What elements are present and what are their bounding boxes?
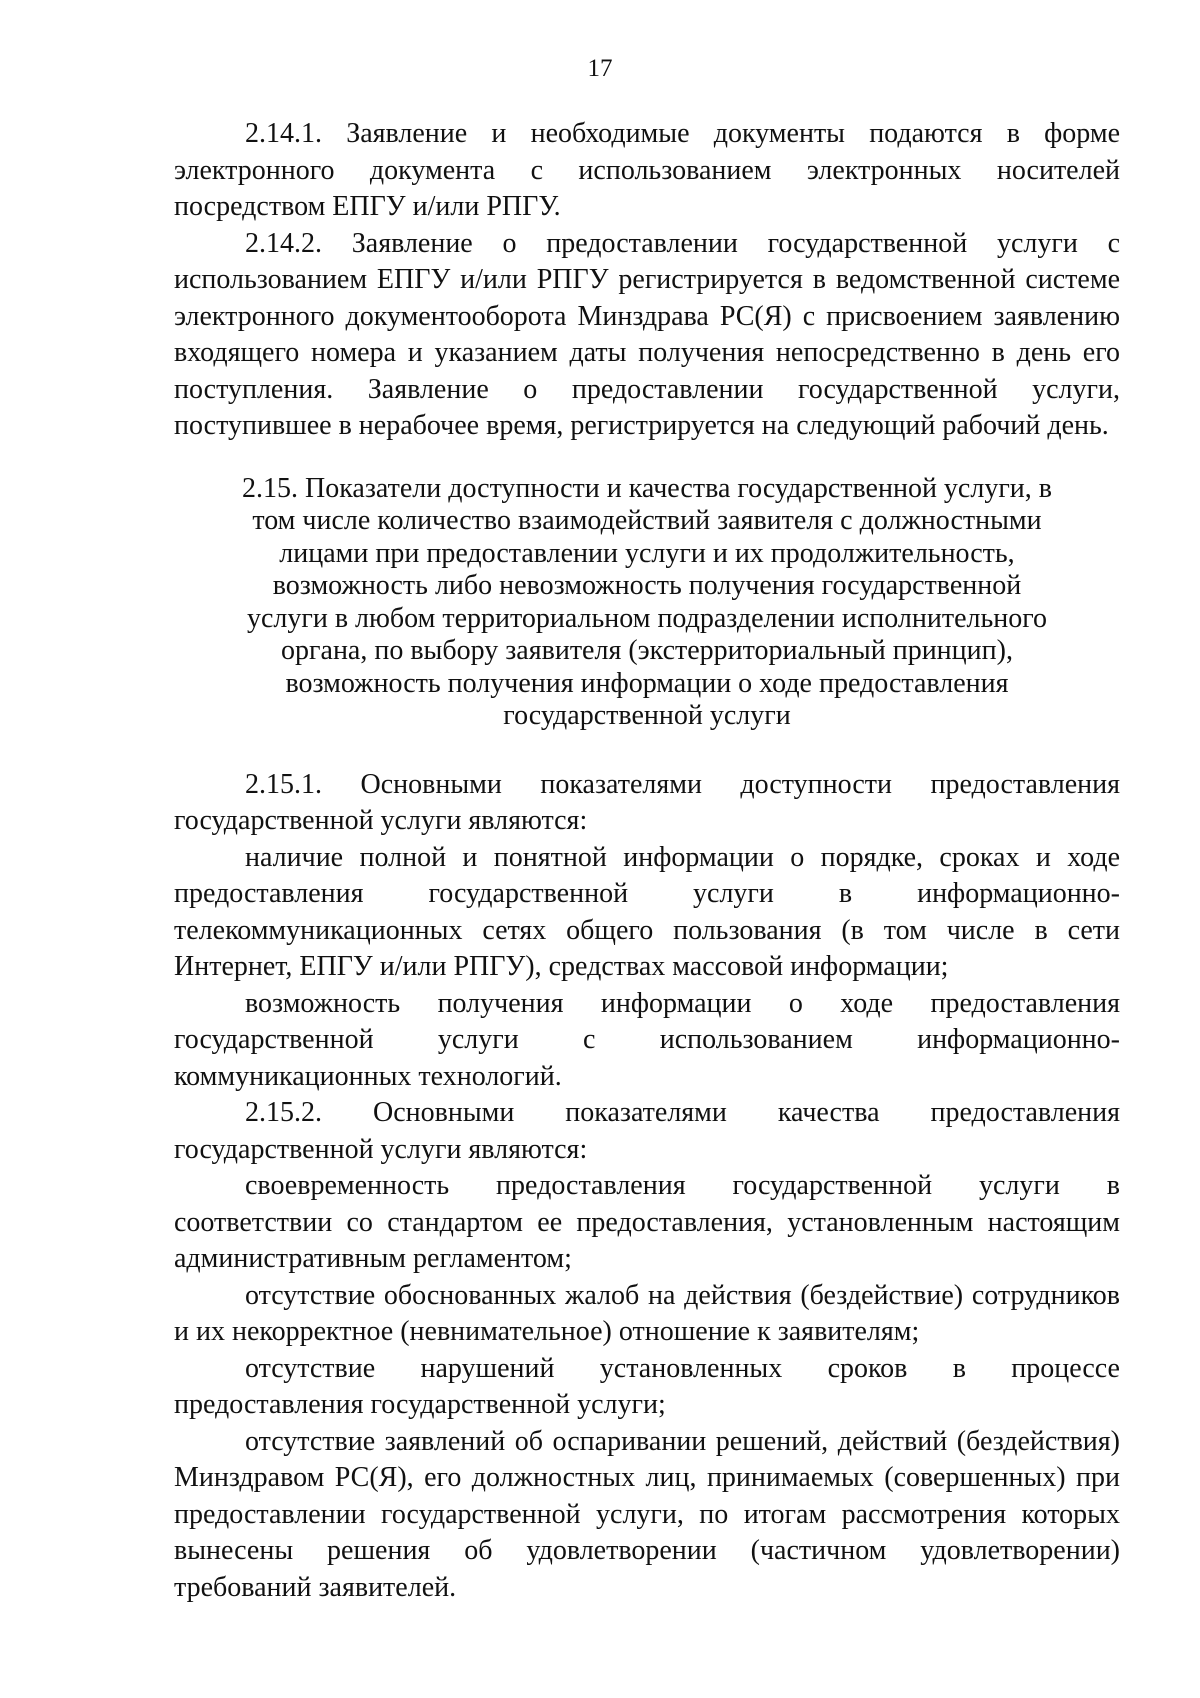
paragraph-2-15-2-item-a: своевременность предоставления государственной услуги в соответствии со стандартом ее предоставления, установленным настоящим административным регламентом; [174, 1170, 1120, 1274]
page-number: 17 [587, 55, 613, 82]
section-heading-2-15: 2.15. Показатели доступности и качества государственной услуги, в том числе количество взаимодействий заявителя с должностными лицами при предоставлении услуги и их продолжительность, возможность либо невозможность получения государственной услуги в любом территориальном подразделении исполнительного органа, по выбору заявителя (экстерриториальный принцип), возможность получения информации о ходе предоставления государственной услуги [241, 472, 1053, 731]
paragraph-2-14-1: 2.14.1. Заявление и необходимые документы подаются в форме электронного документа с использованием электронных носителей посредством ЕПГУ и/или РПГУ. [174, 118, 1120, 222]
spacer [174, 445, 1120, 473]
paragraph-2-15-1-item-a: наличие полной и понятной информации о порядке, сроках и ходе предоставления государственной услуги в информационно-телекоммуникационных сетях общего пользования (в том числе в сети Интернет, ЕПГУ и/или РПГУ), средствах массовой информации; [174, 841, 1120, 982]
spacer [174, 733, 1120, 767]
paragraph-2-15-2-item-b: отсутствие обоснованных жалоб на действия (бездействие) сотрудников и их некорректное (невнимательное) отношение к заявителям; [174, 1279, 1120, 1347]
paragraph-2-14-2: 2.14.2. Заявление о предоставлении государственной услуги с использованием ЕПГУ и/или РПГУ регистрируется в ведомственной системе электронного документооборота Минздрава РС(Я) с присвоением заявлению входящего номера и указанием даты получения непосредственно в день его поступления. Заявление о предоставлении государственной услуги, поступившее в нерабочее время, регистрируется на следующий рабочий день. [174, 227, 1120, 441]
paragraph-2-15-2: 2.15.2. Основными показателями качества предоставления государственной услуги являются: [174, 1097, 1120, 1165]
document-body [174, 116, 1120, 1606]
paragraph-2-15-1: 2.15.1. Основными показателями доступности предоставления государственной услуги являются: [174, 768, 1120, 836]
paragraph-2-15-2-item-c: отсутствие нарушений установленных сроков в процессе предоставления государственной услуги; [174, 1352, 1120, 1420]
paragraph-2-15-1-item-b: возможность получения информации о ходе предоставления государственной услуги с использованием информационно-коммуникационных технологий. [174, 987, 1120, 1092]
paragraph-2-15-2-item-d: отсутствие заявлений об оспаривании решений, действий (бездействия) Минздравом РС(Я), его должностных лиц, принимаемых (совершенных) при предоставлении государственной услуги, по итогам рассмотрения которых вынесены решения об удовлетворении (частичном удовлетворении) требований заявителей. [174, 1425, 1120, 1603]
